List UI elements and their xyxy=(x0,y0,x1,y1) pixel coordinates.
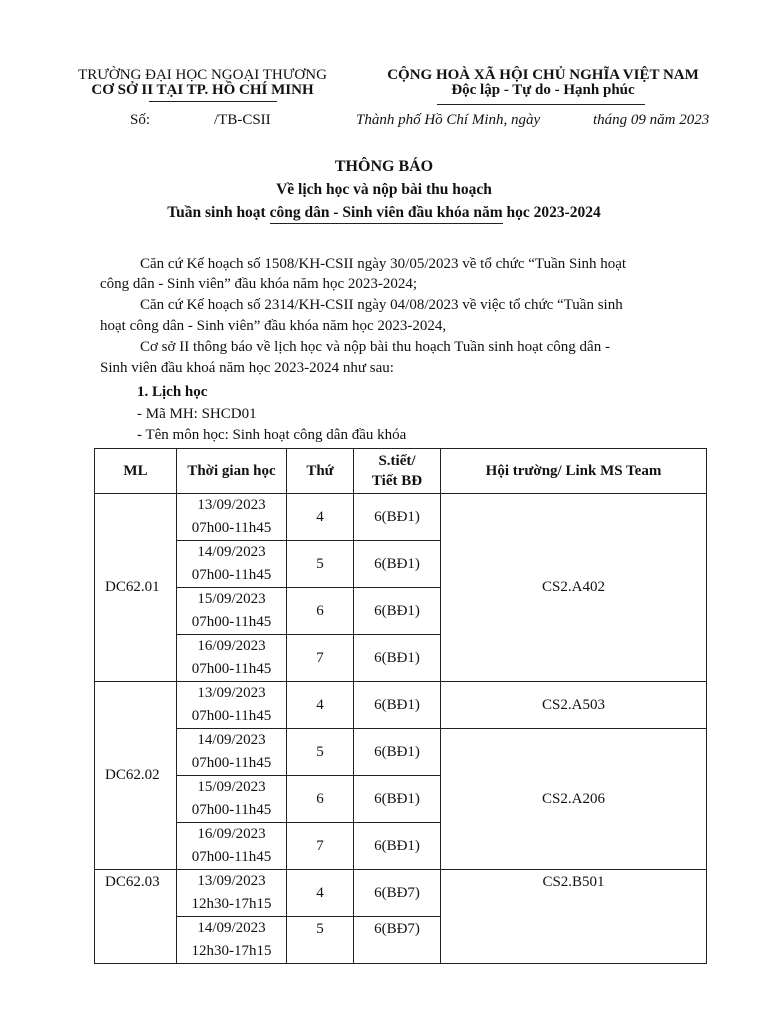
date-text: 13/09/2023 xyxy=(197,685,266,701)
hours-text: 12h30-17h15 xyxy=(191,943,272,959)
header-time: Thời gian học xyxy=(177,449,287,494)
nation-header xyxy=(368,67,718,99)
place-date-b: tháng 09 năm 2023 xyxy=(593,112,710,128)
notice-subtitle-2: Tuần sinh hoạt công dân - Sinh viên đầu khóa năm học 2023-2024 xyxy=(167,204,601,221)
nation-line1: CỘNG HOÀ XÃ HỘI CHỦ NGHĨA VIỆT NAM xyxy=(387,67,699,83)
table-row xyxy=(95,494,707,541)
nation-line2: Độc lập - Tự do - Hạnh phúc xyxy=(451,82,635,98)
table-row xyxy=(95,870,707,917)
paragraph-3-line-1: Cơ sở II thông báo về lịch học và nộp bài thu hoạch Tuần sinh hoạt công dân - xyxy=(140,339,610,355)
st-cell: 6(BĐ1) xyxy=(354,729,441,776)
school-line2-text: CƠ SỞ II TẠI TP. HỒ CHÍ MINH xyxy=(91,82,314,98)
thu-cell: 4 xyxy=(287,494,354,541)
school-line2 xyxy=(60,82,345,99)
date-text: 14/09/2023 xyxy=(197,544,266,560)
nation-underline xyxy=(437,104,645,105)
st-cell: 6(BĐ7) xyxy=(354,870,441,917)
time-cell xyxy=(177,776,287,823)
date-text: 15/09/2023 xyxy=(197,779,266,795)
thu-cell: 5 xyxy=(287,917,354,964)
notice-subtitle-1: Về lịch học và nộp bài thu hoạch xyxy=(276,181,492,198)
st-cell: 6(BĐ1) xyxy=(354,776,441,823)
place-date-a: Thành phố Hồ Chí Minh, ngày xyxy=(356,112,541,128)
hours-text: 12h30-17h15 xyxy=(191,896,272,912)
time-cell xyxy=(177,729,287,776)
hours-text: 07h00-11h45 xyxy=(191,708,272,724)
paragraph-1-line-1: Căn cứ Kế hoạch số 1508/KH-CSII ngày 30/05/2023 về tổ chức “Tuần Sinh hoạt xyxy=(140,256,627,272)
schedule-table xyxy=(94,448,707,964)
time-cell xyxy=(177,588,287,635)
st-cell: 6(BĐ1) xyxy=(354,494,441,541)
hours-text: 07h00-11h45 xyxy=(191,849,272,865)
st-cell: 6(BĐ1) xyxy=(354,635,441,682)
paragraph-2-line-2: hoạt công dân - Sinh viên” đầu khóa năm học 2023-2024, xyxy=(100,318,447,334)
time-cell xyxy=(177,635,287,682)
school-underline xyxy=(149,101,277,102)
thu-cell: 7 xyxy=(287,635,354,682)
header-stiet-line1: S.tiết/ xyxy=(378,453,416,469)
paragraph-1-line-2: công dân - Sinh viên” đầu khóa năm học 2023-2024; xyxy=(100,276,418,292)
st-cell: 6(BĐ1) xyxy=(354,588,441,635)
title-underline xyxy=(270,223,503,224)
header-ml: ML xyxy=(95,449,177,494)
st-cell: 6(BĐ1) xyxy=(354,682,441,729)
date-text: 15/09/2023 xyxy=(197,591,266,607)
time-cell xyxy=(177,682,287,729)
hours-text: 07h00-11h45 xyxy=(191,661,272,677)
thu-cell: 5 xyxy=(287,729,354,776)
time-cell xyxy=(177,870,287,917)
notice-title: THÔNG BÁO xyxy=(334,158,434,175)
course-name: - Tên môn học: Sinh hoạt công dân đầu khóa xyxy=(137,427,407,443)
st-cell: 6(BĐ1) xyxy=(354,823,441,870)
doc-number-label: Số: xyxy=(130,112,151,128)
paragraph-2-line-1: Căn cứ Kế hoạch số 2314/KH-CSII ngày 04/08/2023 về việc tổ chức “Tuần sinh xyxy=(140,297,623,313)
header-room: Hội trường/ Link MS Team xyxy=(441,449,707,494)
room-cell: CS2.B501 xyxy=(441,870,707,964)
thu-cell: 7 xyxy=(287,823,354,870)
time-cell xyxy=(177,541,287,588)
thu-cell: 6 xyxy=(287,588,354,635)
date-text: 16/09/2023 xyxy=(197,638,266,654)
doc-number-suffix: /TB-CSII xyxy=(214,112,271,128)
time-cell xyxy=(177,823,287,870)
thu-cell: 4 xyxy=(287,870,354,917)
hours-text: 07h00-11h45 xyxy=(191,614,272,630)
st-cell: 6(BĐ7) xyxy=(354,917,441,964)
date-text: 13/09/2023 xyxy=(197,873,266,889)
hours-text: 07h00-11h45 xyxy=(191,567,272,583)
section-heading: 1. Lịch học xyxy=(137,384,208,400)
school-name xyxy=(60,67,345,99)
header-thu: Thứ xyxy=(287,449,354,494)
course-code: - Mã MH: SHCD01 xyxy=(137,406,257,422)
room-cell: CS2.A402 xyxy=(441,494,707,682)
header-stiet xyxy=(354,449,441,494)
st-cell: 6(BĐ1) xyxy=(354,541,441,588)
thu-cell: 5 xyxy=(287,541,354,588)
thu-cell: 6 xyxy=(287,776,354,823)
room-cell: CS2.A206 xyxy=(441,729,707,870)
date-text: 14/09/2023 xyxy=(197,732,266,748)
header-stiet-line2: Tiết BĐ xyxy=(371,473,423,489)
paragraph-3-line-2: Sinh viên đầu khoá năm học 2023-2024 như sau: xyxy=(100,360,394,376)
date-text: 16/09/2023 xyxy=(197,826,266,842)
hours-text: 07h00-11h45 xyxy=(191,802,272,818)
room-cell: CS2.A503 xyxy=(441,682,707,729)
ml-cell: DC62.01 xyxy=(95,494,177,682)
table-header-row xyxy=(95,449,707,494)
thu-cell: 4 xyxy=(287,682,354,729)
table-row xyxy=(95,682,707,729)
school-line1: TRƯỜNG ĐẠI HỌC NGOẠI THƯƠNG xyxy=(78,67,327,83)
time-cell xyxy=(177,494,287,541)
hours-text: 07h00-11h45 xyxy=(191,520,272,536)
time-cell xyxy=(177,917,287,964)
date-text: 14/09/2023 xyxy=(197,920,266,936)
ml-cell: DC62.03 xyxy=(95,870,177,964)
hours-text: 07h00-11h45 xyxy=(191,755,272,771)
table-row xyxy=(95,729,707,776)
ml-cell: DC62.02 xyxy=(95,682,177,870)
date-text: 13/09/2023 xyxy=(197,497,266,513)
